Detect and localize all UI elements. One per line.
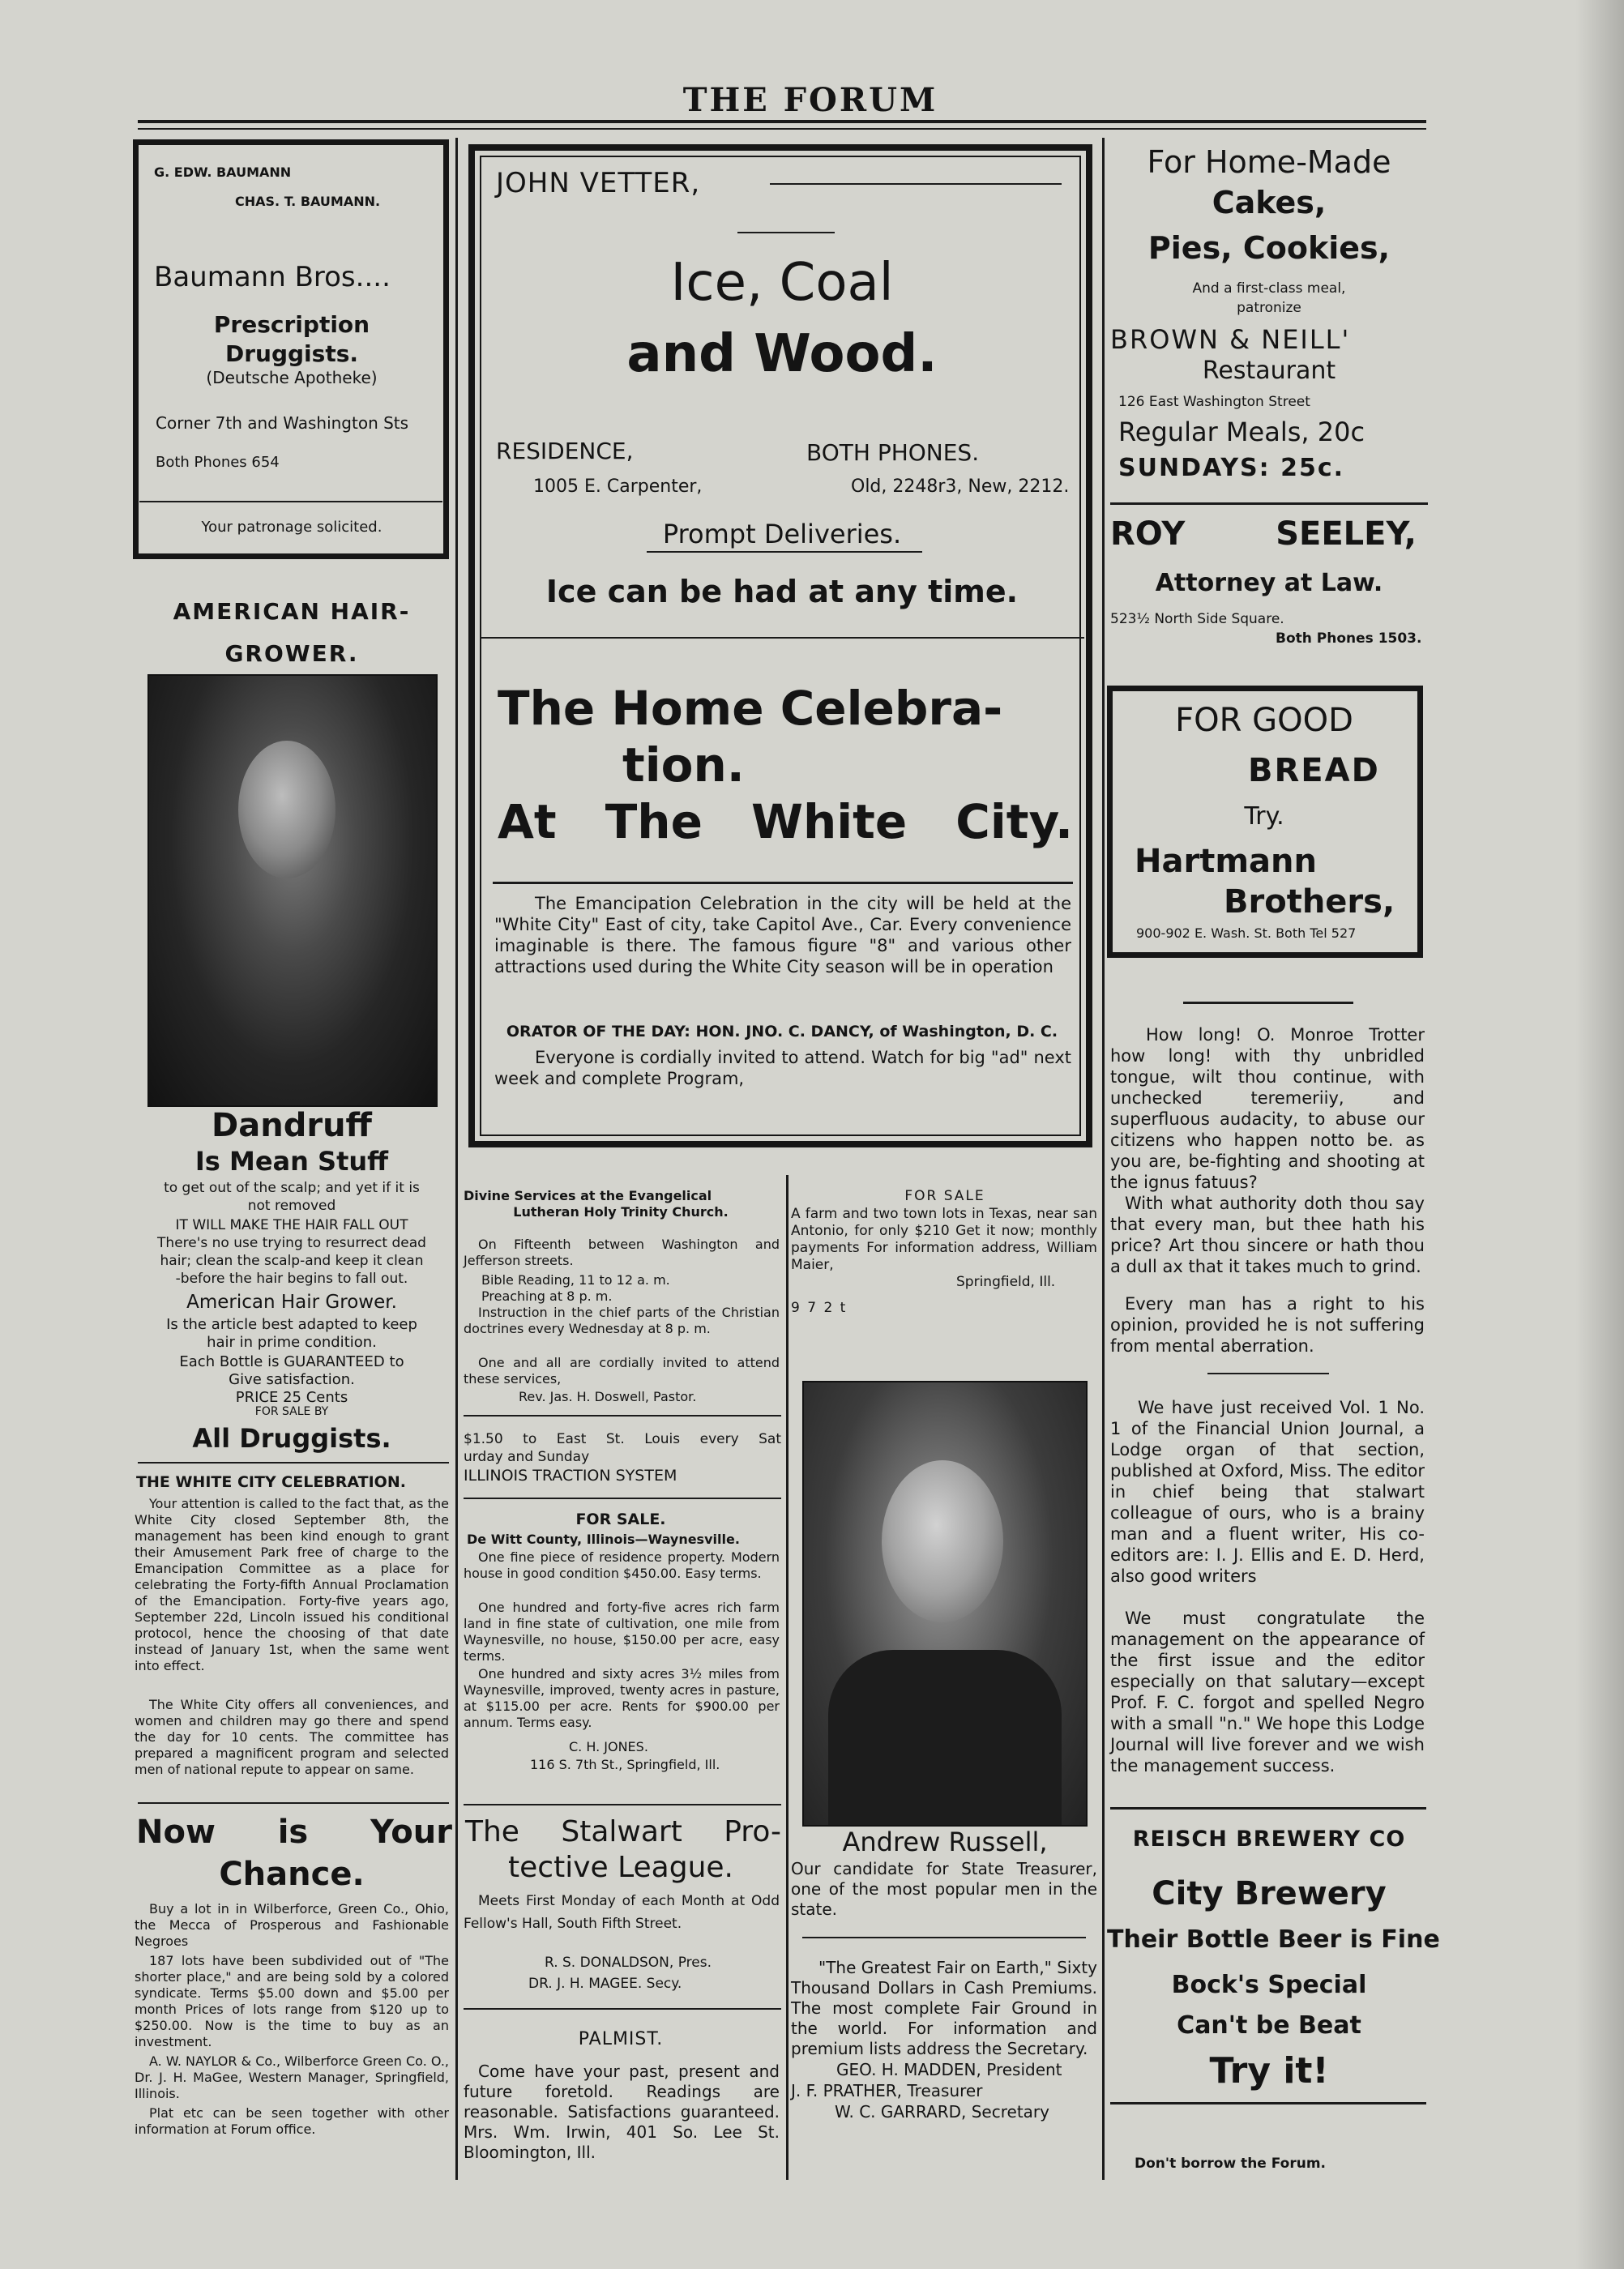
vetter-rule-2 [737,232,835,233]
traction-line-1: $1.50 to East St. Louis every Sat [464,1431,781,1447]
bread-line-5: Brothers, [1224,883,1395,921]
white-city-title: THE WHITE CITY CELEBRATION. [136,1473,406,1491]
cakes-line-2: Cakes, [1212,185,1327,220]
andrew-russell-portrait-image [802,1381,1088,1827]
column-divider-2 [786,1175,788,2180]
seeley-address: 523½ North Side Square. [1110,611,1284,627]
church-body-2: Instruction in the chief parts of the Christian doctrines every Wednesday at 8 p. m. [464,1305,780,1336]
vetter-headline-1: Ice, Coal [670,253,894,313]
forsale1-city: Springfield, Ill. [956,1274,1056,1290]
fair-sig-1: GEO. H. MADDEN, President [836,2060,1062,2079]
russell-body: Our candidate for State Treasurer, one of the most popular men in the state. [791,1859,1097,1919]
all-druggists: All Druggists. [192,1423,391,1454]
seeley-phones: Both Phones 1503. [1276,630,1422,647]
journal-body: We have just received Vol. 1 No. 1 of the Financial Union Journal, a Lodge organ of that section, published at Oxford, Miss. The editor in chief being that stalwart colleague of ours, who is a brainy man and a fluent writer, His co-editors are: I. J. Ellis and E. D. Herd, also good writers [1110,1398,1425,1586]
celebration-invite: Everyone is cordially invited to attend. Watch for big "ad" next week and complete Program, [494,1048,1071,1088]
forsale2-rule [464,1804,781,1805]
baumann-names-right: CHAS. T. BAUMANN. [235,194,381,209]
brewery-line-1: REISCH BREWERY CO [1132,1827,1406,1852]
trotter-body: How long! O. Monroe Trotter how long! with thy unbridled tongue, wilt thou continue, with unchecked teremeriiy, and superfluous audacity, to abuse our citizens who happen notto be. as you are, be-fighting and shooting at the ignus fatuus? [1110,1025,1425,1192]
chance-title-2: Chance. [219,1856,365,1893]
hair-line-2: not removed [247,1198,336,1214]
vetter-section-rule [480,637,1084,639]
footer-note: Don't borrow the Forum. [1135,2156,1326,2172]
chance-body-4: Plat etc can be seen together with other information at Forum office. [135,2105,449,2137]
baumann-names-left: G. EDW. BAUMANN [154,165,292,180]
forsale2-sig-2: 116 S. 7th St., Springfield, Ill. [530,1757,720,1772]
bread-line-3: Try. [1244,802,1284,831]
brewery-line-5: Can't be Beat [1177,2011,1361,2040]
cakes-line-3: Pies, Cookies, [1147,230,1391,266]
bread-line-2: BREAD [1248,752,1380,789]
forsale2-body-3: One hundred and sixty acres 3½ miles from Waynesville, improved, twenty acres in pasture, at $115.00 per acre. Rents for $900.00 per annum. Terms easy. [464,1666,780,1730]
cakes-line-7: Restaurant [1202,357,1336,385]
hair-line2-4: Give satisfaction. [229,1371,355,1388]
dandruff-heading: Dandruff [212,1107,372,1144]
church-line-1: Bible Reading, 11 to 12 a. m. [481,1272,670,1288]
celebration-orator: ORATOR OF THE DAY: HON. JNO. C. DANCY, of Washington, D. C. [506,1023,1058,1040]
stalwart-rule [464,2008,781,2010]
brewery-line-4: Bock's Special [1171,1971,1367,1999]
brewery-line-6: Try it! [1209,2050,1329,2092]
forsale2-body: One fine piece of residence property. Modern house in good condition $450.00. Easy terms. [464,1549,780,1581]
fair-body: "The Greatest Fair on Earth," Sixty Thousand Dollars in Cash Premiums. The most complete Fair Ground in the world. For information and premium lists address the Secretary. [791,1958,1098,2058]
hair-title-1: AMERICAN HAIR- [173,598,411,625]
chance-body-3: A. W. NAYLOR & Co., Wilberforce Green Co. O., Dr. J. H. MaGee, Western Manager, Springfield, Illinois. [135,2053,449,2101]
stalwart-pres: R. S. DONALDSON, Pres. [545,1955,712,1971]
church-pastor: Rev. Jas. H. Doswell, Pastor. [519,1389,697,1404]
church-rule [464,1415,781,1417]
hair-title-2: GROWER. [224,640,359,667]
trotter-body-2: With what authority doth thou say that every man, but thee hath his price? Art thou sincere or hath thou a dull ax that it takes much to grind. [1110,1194,1425,1276]
russell-rule [802,1937,1086,1938]
vetter-residence-address: 1005 E. Carpenter, [533,476,703,497]
bread-line-1: FOR GOOD [1175,702,1353,739]
forsale2-sub: De Witt County, Illinois—Waynesville. [467,1532,740,1547]
bread-line-6: 900-902 E. Wash. St. Both Tel 527 [1136,925,1357,941]
baumann-line3: (Deutsche Apotheke) [206,368,378,387]
masthead-rule [138,120,1426,123]
russell-name: Andrew Russell, [842,1827,1048,1857]
palmist-title: PALMIST. [578,2029,664,2049]
cakes-line-5: patronize [1237,300,1301,316]
forsale2-body-2: One hundred and forty-five acres rich farm land in fine state of cultivation, one mile from Waynesville, no house, $150.00 per acre, easy terms. [464,1600,780,1664]
baumann-rule [139,501,442,502]
forsale2-title: FOR SALE. [575,1511,666,1528]
hair-line-4: There's no use trying to resurrect dead [157,1235,426,1251]
vetter-phones: BOTH PHONES. [806,439,980,466]
vetter-residence: RESIDENCE, [496,438,634,464]
hair-line2-3: Each Bottle is GUARANTEED to [179,1353,404,1370]
celebration-body: The Emancipation Celebration in the city will be held at the "White City" East of city, take Capitol Ave., Car. Every convenience imaginable is there. The famous figure "8" and various other attractions used during the White City season will be in operation [494,894,1071,976]
bread-line-4: Hartmann [1135,843,1317,880]
vetter-ice-line: Ice can be had at any time. [545,574,1019,609]
forsale2-sig-1: C. H. JONES. [569,1739,648,1754]
vetter-name: JOHN VETTER, [496,167,701,199]
seeley-name: ROY SEELEY, [1110,515,1417,553]
trotter-body-3: Every man has a right to his opinion, provided he is not suffering from mental aberration. [1110,1294,1425,1356]
church-body: On Fifteenth between Washington and Jefferson streets. [464,1237,780,1268]
trotter-rule [1207,1373,1329,1374]
stalwart-title-1: The Stalwart Pro- [465,1815,781,1848]
celebration-headline-3: At The White City. [498,794,1073,849]
cakes-line-1: For Home-Made [1147,144,1391,180]
hair-line2-5: PRICE 25 Cents [235,1389,348,1406]
chance-body-2: 187 lots have been subdivided out of "The shorter place," and are being sold by a colored syndicate. Terms $5.00 down and $5.00 per month Prices of lots range from $120 up to $250.00. Now is the time to buy as an investment. [135,1953,449,2049]
celebration-rule [493,882,1073,884]
cakes-rule [1110,502,1428,505]
vetter-prompt-underline [647,551,922,553]
church-title-2: Lutheran Holy Trinity Church. [513,1204,729,1220]
baumann-line2: Druggists. [224,340,359,367]
baumann-phones: Both Phones 654 [156,454,280,471]
church-line-2: Preaching at 8 p. m. [481,1288,613,1304]
stalwart-title-2: tective League. [508,1851,733,1884]
cakes-line-4: And a first-class meal, [1192,280,1346,297]
russell-coat [828,1650,1062,1825]
stalwart-body: Meets First Monday of each Month at Odd Fellow's Hall, South Fifth Street. [464,1893,780,1932]
russell-face [882,1460,1003,1622]
mean-stuff-heading: Is Mean Stuff [194,1146,389,1177]
portrait-face [238,741,335,878]
hair-line2-2: hair in prime condition. [207,1334,377,1351]
forsale1-body: A farm and two town lots in Texas, near san Antonio, for only $210 Get it now; monthly payments For information address, William Maier, [791,1206,1097,1273]
vetter-headline-2: and Wood. [626,324,938,384]
hair-product-name: American Hair Grower. [186,1292,397,1313]
hair-line-6: -before the hair begins to fall out. [175,1271,408,1287]
bread-rule [1183,1002,1353,1004]
stalwart-secy: DR. J. H. MAGEE. Secy. [528,1976,682,1992]
chance-body: Buy a lot in in Wilberforce, Green Co., Ohio, the Mecca of Prosperous and Fashionable Negroes [135,1901,449,1949]
vetter-rule-1 [770,183,1062,185]
baumann-address: Corner 7th and Washington Sts [156,413,409,433]
celebration-headline-2: tion. [622,737,745,793]
white-city-rule [138,1802,449,1804]
church-body-3: One and all are cordially invited to attend these services, [464,1355,780,1387]
hair-line-3: IT WILL MAKE THE HAIR FALL OUT [175,1217,408,1233]
hair-line-5: hair; clean the scalp-and keep it clean [160,1253,424,1269]
seeley-title: Attorney at Law. [1155,569,1383,597]
white-city-body-2: The White City offers all conveniences, and women and children may go there and spend the day for 10 cents. The committee has prepared a magnificent program and selected men of national repute to appear on same. [135,1697,449,1777]
journal-body-2: We must congratulate the management on the appearance of the first issue and the editor especially on that salutary—except Prof. F. C. forgot and spelled Negro with a small "n." We hope this Lodge Journal will live forever and we wish the management success. [1110,1609,1425,1775]
page-edge-shadow [1575,0,1624,2269]
brewery-line-2: City Brewery [1152,1875,1387,1912]
fair-sig-3: W. C. GARRARD, Secretary [835,2102,1049,2122]
traction-line-3: ILLINOIS TRACTION SYSTEM [464,1467,677,1485]
masthead-rule-2 [138,128,1426,130]
celebration-headline-1: The Home Celebra- [498,681,1003,736]
cakes-line-10: SUNDAYS: 25c. [1118,454,1345,482]
cakes-line-8: 126 East Washington Street [1118,394,1310,410]
church-title-1: Divine Services at the Evangelical [464,1188,712,1203]
cakes-line-9: Regular Meals, 20c [1118,417,1365,447]
hair-rule [138,1462,449,1464]
brewery-rule [1110,2102,1426,2104]
baumann-title: Baumann Bros.... [154,261,391,293]
baumann-line1: Prescription [213,311,370,338]
vetter-phone-numbers: Old, 2248r3, New, 2212. [851,476,1070,497]
fair-sig-2: J. F. PRATHER, Treasurer [791,2081,983,2100]
journal-rule [1110,1807,1426,1810]
baumann-footer: Your patronage solicited. [201,519,382,536]
hair-line-1: to get out of the scalp; and yet if it is [164,1180,420,1196]
woman-portrait-image [147,674,438,1107]
hair-line2-1: Is the article best adapted to keep [166,1316,417,1333]
chance-title-1: Now is Your [136,1814,452,1851]
hair-line2-6: FOR SALE BY [254,1405,329,1418]
brewery-line-3: Their Bottle Beer is Fine [1107,1925,1440,1954]
traction-rule [464,1498,781,1499]
palmist-body: Come have your past, present and future foretold. Readings are reasonable. Satisfactions guaranteed. Mrs. Wm. Irwin, 401 So. Lee St. Bloomington, Ill. [464,2062,780,2162]
traction-line-2: urday and Sunday [464,1449,590,1465]
white-city-body: Your attention is called to the fact that, as the White City closed September 8th, the management has been kind enough to grant their Amusement Park free of charge to the Emancipation Committee as a place for celebrating the Forty-fifth Annual Proclamation of the Emancipation. Forty-five years ago, September 22d, Lincoln issued his conditional protocol, hence the choosing of that date instead of January 1st, when the same went into effect. [135,1496,449,1673]
column-divider-1 [455,138,458,2180]
cakes-line-6: BROWN & NEILL' [1110,324,1351,355]
vetter-prompt: Prompt Deliveries. [662,519,902,549]
masthead-title: THE FORUM [682,81,938,119]
forsale1-title: FOR SALE [904,1188,985,1204]
forsale1-code: 9 7 2 t [791,1300,848,1316]
column-divider-3 [1102,138,1105,2180]
